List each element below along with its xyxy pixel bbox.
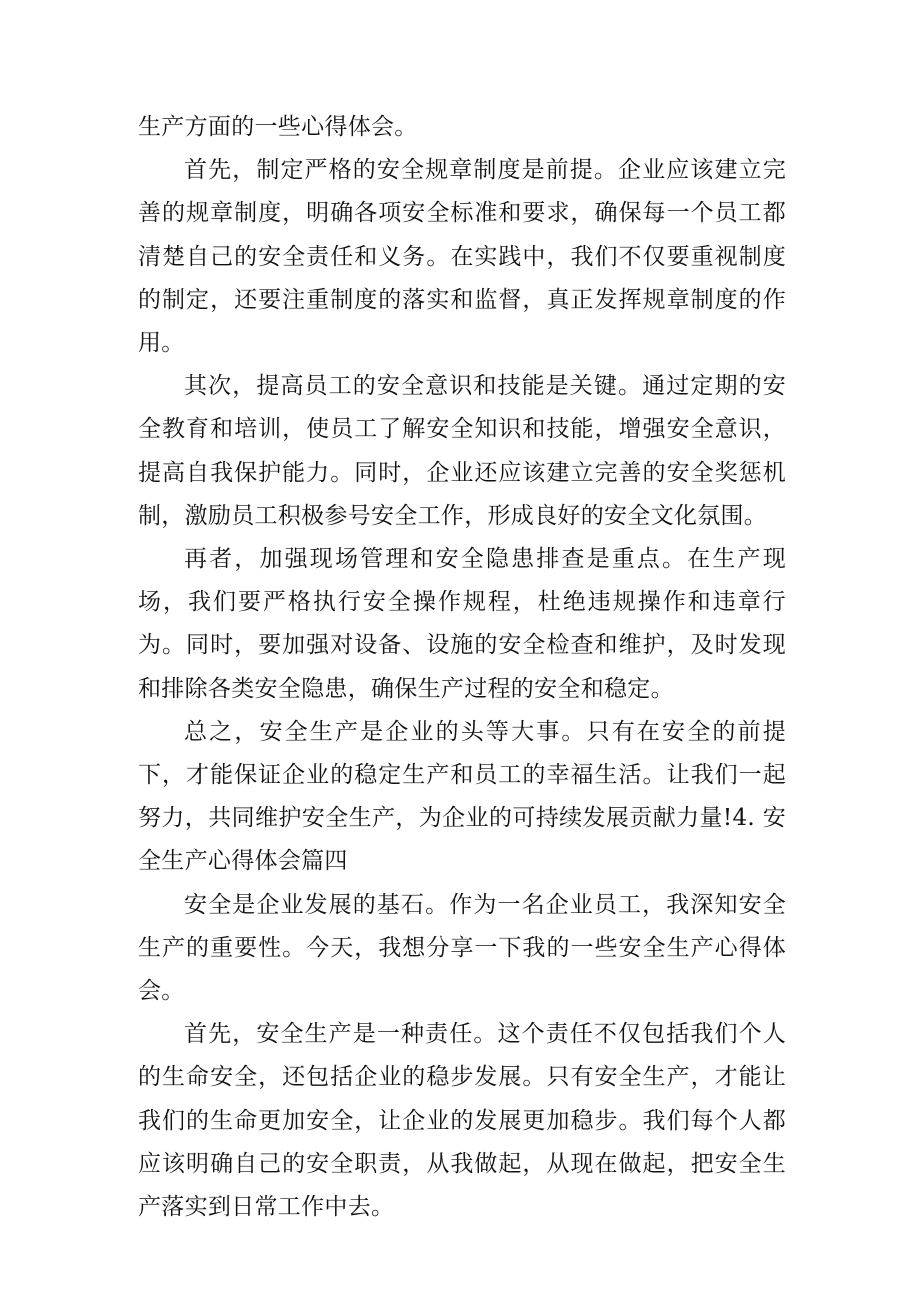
paragraph-awareness: 其次，提高员工的安全意识和技能是关键。通过定期的安全教育和培训，使员工了解安全知识和技能，增强安全意识，提高自我保护能力。同时，企业还应该建立完善的安全奖惩机制，激励员工积极参号安全工作，形成良好的安全文化氛围。 [138,373,786,529]
paragraph-foundation: 安全是企业发展的基石。作为一名企业员工，我深知安全生产的重要性。今天，我想分享一下我的一些安全生产心得体会。 [138,891,786,1005]
paragraph-site-management: 再者，加强现场管理和安全隐患排查是重点。在生产现场，我们要严格执行安全操作规程，杜绝违规操作和违章行为。同时，要加强对设备、设施的安全检查和维护，及时发现和排除各类安全隐患，确保生产过程的安全和稳定。 [138,546,786,702]
paragraph-conclusion: 总之，安全生产是企业的头等大事。只有在安全的前提下，才能保证企业的稳定生产和员工的幸福生活。让我们一起努力，共同维护安全生产，为企业的可持续发展贡献力量!4. 安全生产心得体会篇四 [138,718,786,875]
paragraph-continuation: 生产方面的一些心得体会。 [138,114,418,140]
document-body [138,106,786,1229]
paragraph-responsibility: 首先，安全生产是一种责任。这个责任不仅包括我们个人的生命安全，还包括企业的稳步发展。只有安全生产，才能让我们的生命更加安全，让企业的发展更加稳步。我们每个人都应该明确自己的安全职责，从我做起，从现在做起，把安全生产落实到日常工作中去。 [138,1021,786,1221]
paragraph-regulations: 首先，制定严格的安全规章制度是前提。企业应该建立完善的规章制度，明确各项安全标准和要求，确保每一个员工都清楚自己的安全责任和义务。在实践中，我们不仅要重视制度的制定，还要注重制度的落实和监督，真正发挥规章制度的作用。 [138,157,786,357]
